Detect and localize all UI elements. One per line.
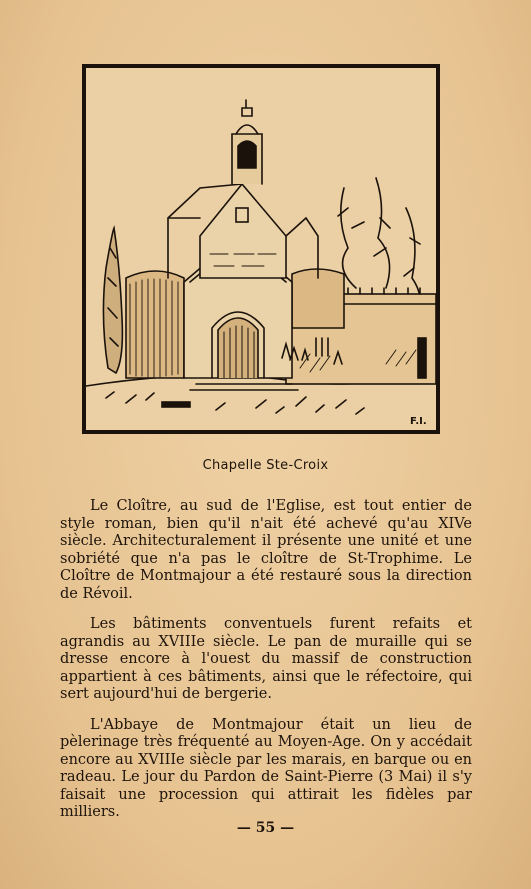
paragraph-pilgrimage: L'Abbaye de Montmajour était un lieu de pèlerinage très fréquenté au Moyen-Age. On y accédait encore au XVIIIe siècle par les marais, en barque ou en radeau. Le jour du Pardon de Saint-Pierre (3 Mai) il s'y faisait une procession qui attirait les fidèles par milliers. <box>60 716 472 820</box>
chapel-illustration <box>82 64 440 434</box>
artist-signature: F.I. <box>410 416 427 427</box>
page-number: — 55 — <box>236 820 295 836</box>
paragraph-conventual-buildings: Les bâtiments conventuels furent refaits et agrandis au XVIIIe siècle. Le pan de muraille qui se dresse encore à l'ouest du massif de construction appartient à ces bâtiments, ainsi que le réfectoire, qui sert aujourd'hui de bergerie. <box>60 616 472 702</box>
chapel-drawing <box>86 68 436 430</box>
figure-caption: Chapelle Ste-Croix <box>202 458 329 473</box>
body-text <box>60 498 472 835</box>
paragraph-cloister: Le Cloître, au sud de l'Eglise, est tout entier de style roman, bien qu'il n'ait été achevé qu'au XIVe siècle. Architecturalement il présente une unité et une sobriété que n'a pas le cloître de St-Trophime. Le Cloître de Montmajour a été restauré sous la direction de Révoil. <box>60 498 472 602</box>
